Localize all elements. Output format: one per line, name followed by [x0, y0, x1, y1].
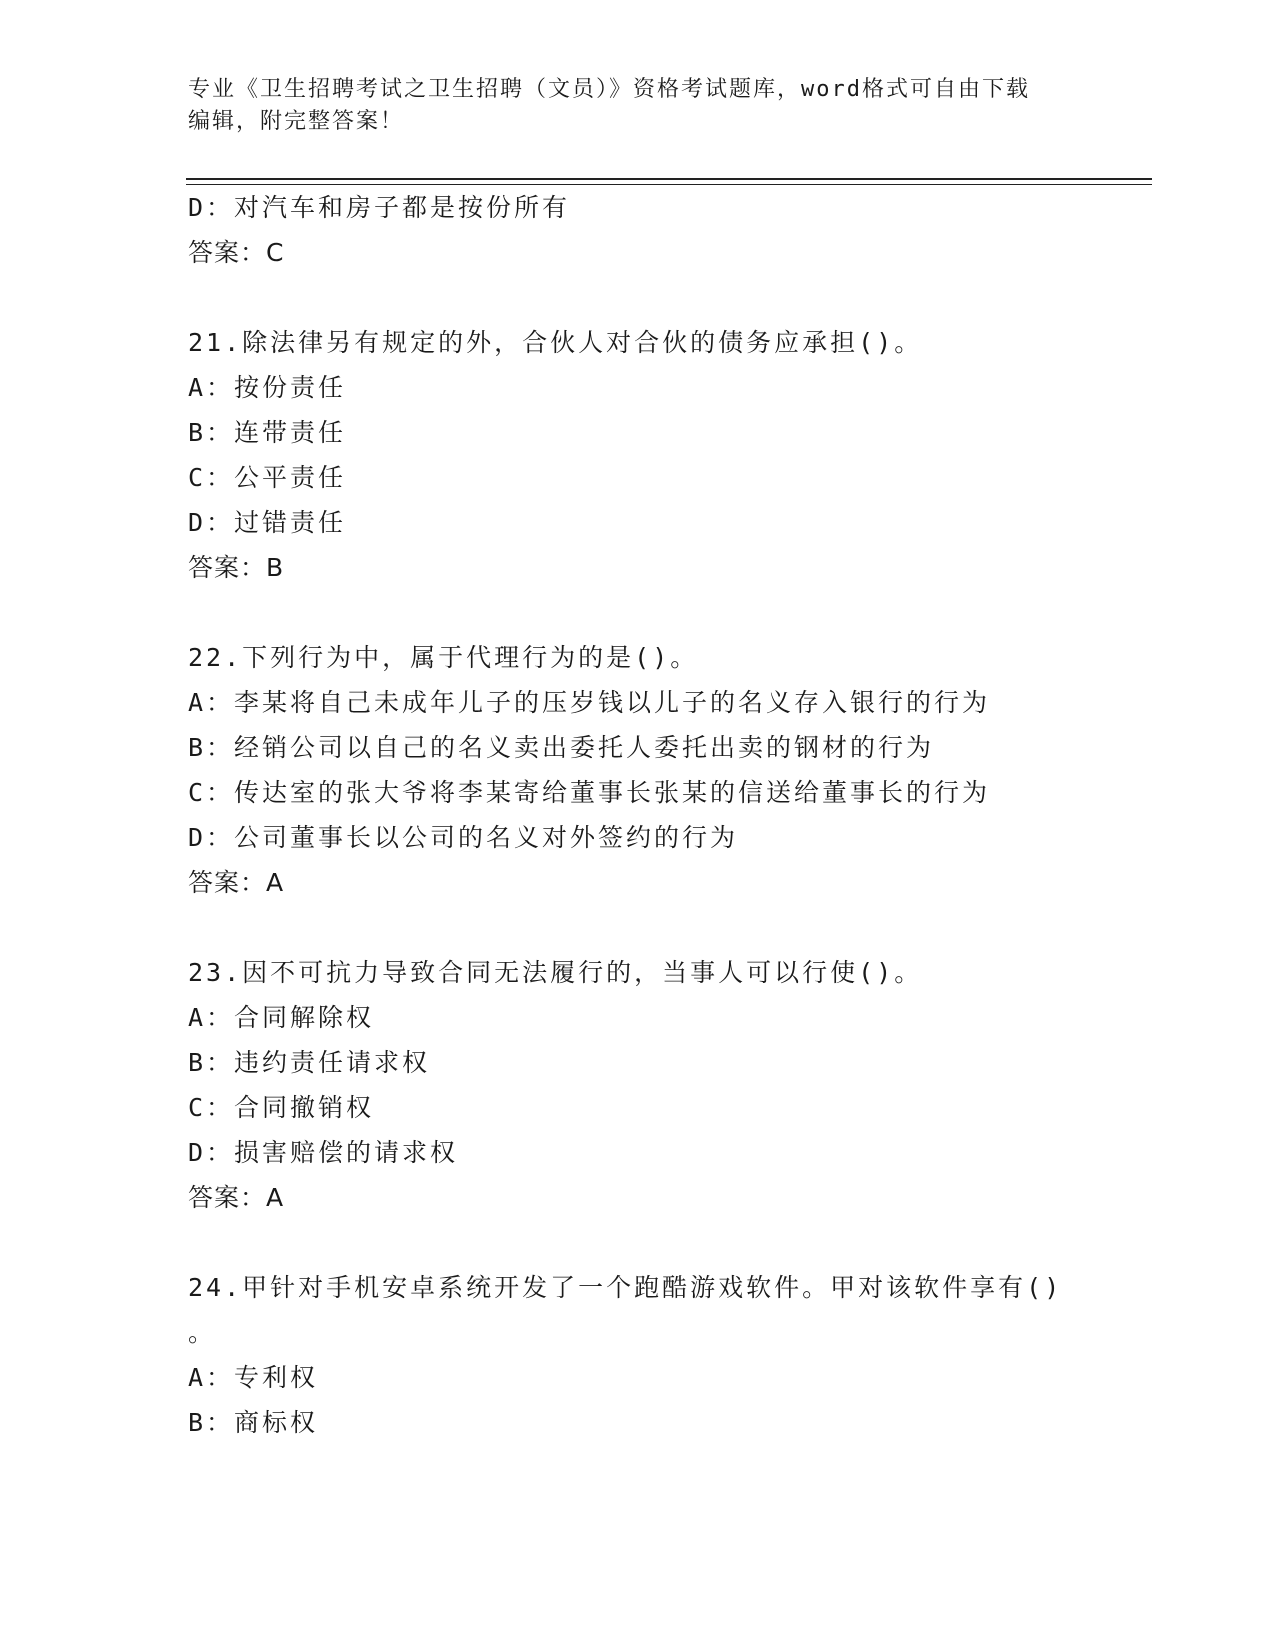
option-b: B：商标权	[188, 1408, 319, 1437]
option-a: A：专利权	[188, 1363, 319, 1392]
option-b: B：连带责任	[188, 418, 347, 447]
header-line-1: 专业《卫生招聘考试之卫生招聘（文员）》资格考试题库，word格式可自由下载	[188, 77, 1030, 102]
option-d: D：损害赔偿的请求权	[188, 1138, 459, 1167]
prev-option-d: D：对汽车和房子都是按份所有	[188, 193, 571, 222]
option-d: D：过错责任	[188, 508, 347, 537]
prev-answer: 答案：C	[188, 238, 285, 267]
question-stem: 24.甲针对手机安卓系统开发了一个跑酷游戏软件。甲对该软件享有()	[188, 1273, 1063, 1302]
question-stem: 21.除法律另有规定的外，合伙人对合伙的债务应承担()。	[188, 328, 923, 357]
header-line-2: 编辑，附完整答案！	[188, 109, 405, 134]
option-a: A：李某将自己未成年儿子的压岁钱以儿子的名义存入银行的行为	[188, 688, 991, 717]
question-stem: 22.下列行为中，属于代理行为的是()。	[188, 643, 699, 672]
document-header	[188, 74, 1088, 138]
option-c: C：传达室的张大爷将李某寄给董事长张某的信送给董事长的行为	[188, 778, 991, 807]
header-rule-thick	[186, 178, 1152, 180]
question-stem: 23.因不可抗力导致合同无法履行的，当事人可以行使()。	[188, 958, 923, 987]
answer: 答案：A	[188, 868, 285, 897]
option-c: C：公平责任	[188, 463, 347, 492]
option-d: D：公司董事长以公司的名义对外签约的行为	[188, 823, 739, 852]
answer: 答案：A	[188, 1183, 285, 1212]
option-a: A：合同解除权	[188, 1003, 375, 1032]
header-rule-thin	[186, 184, 1152, 185]
answer: 答案：B	[188, 553, 285, 582]
option-c: C：合同撤销权	[188, 1093, 375, 1122]
option-b: B：经销公司以自己的名义卖出委托人委托出卖的钢材的行为	[188, 733, 935, 762]
question-stem-continuation: 。	[188, 1318, 217, 1347]
option-a: A：按份责任	[188, 373, 347, 402]
option-b: B：违约责任请求权	[188, 1048, 431, 1077]
